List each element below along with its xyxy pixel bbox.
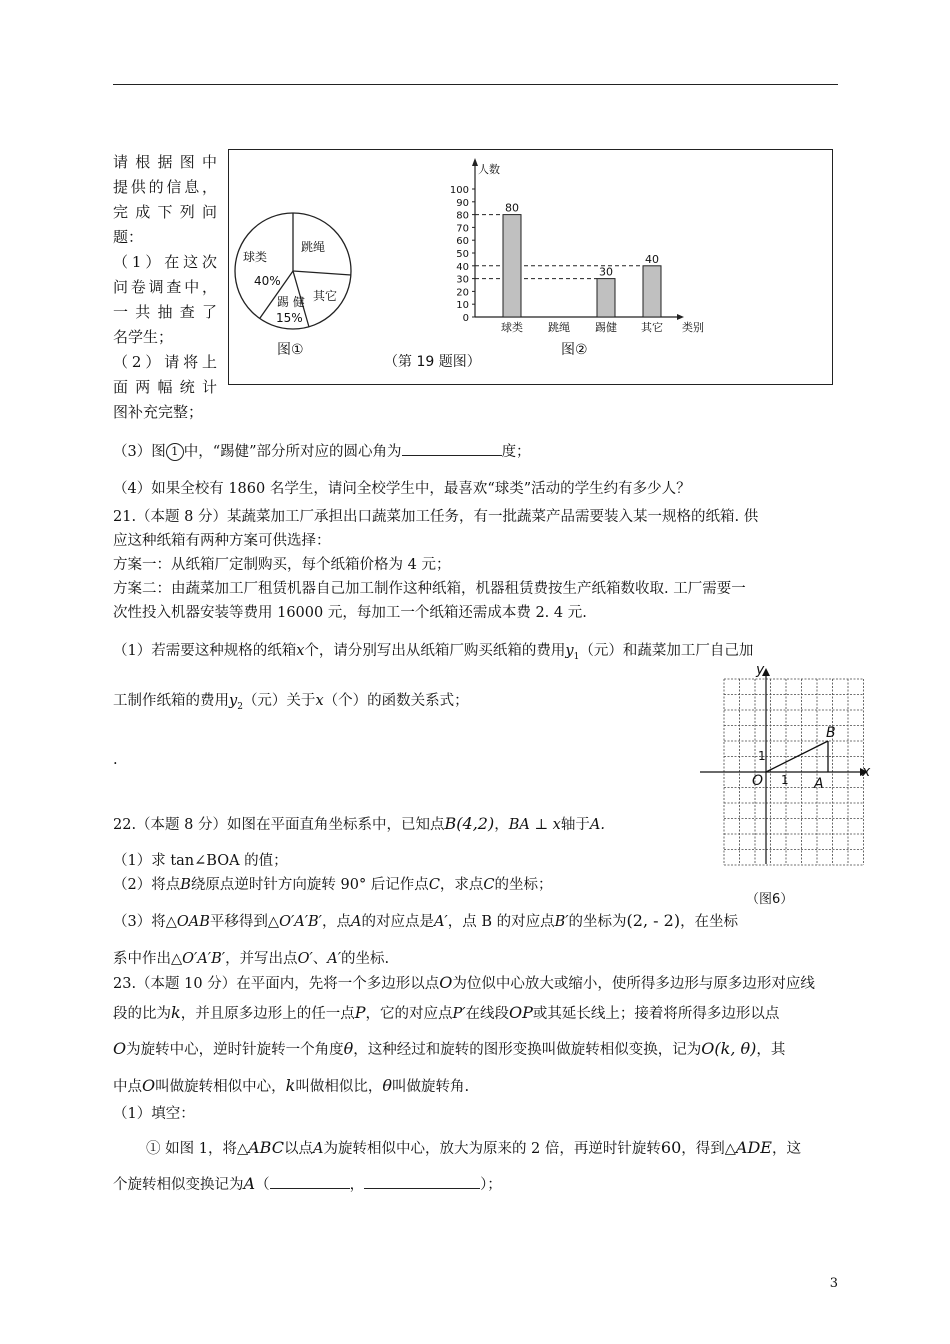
q20-line: 题： [113, 228, 144, 246]
coordinate-grid-figure [700, 662, 880, 912]
q21-line: 次性投入机器安装等费用 16000 元，每加工一个纸箱还需成本费 2. 4 元. [113, 605, 587, 621]
q20-line: 问卷调查中， [113, 278, 217, 296]
answer-blank[interactable] [402, 441, 502, 456]
bar-category-label: 球类 [501, 321, 523, 334]
q21-dot: . [113, 752, 118, 768]
q20-part3: （3）图 1 中，“踢健”部分所对应的圆心角为 度； [113, 440, 531, 461]
pie-label-rope: 跳绳 [301, 240, 326, 254]
bar-y-tick-label: 30 [456, 274, 469, 286]
point-a-label: A [814, 776, 824, 792]
q22-part2: （2）将点B绕原点逆时针方向旋转 90° 后记作点C，求点C的坐标； [113, 877, 553, 893]
q22-part3-cont: 系中作出△O′A′B′，并写出点O′、A′的坐标. [113, 951, 390, 967]
bar-y-tick-label: 50 [456, 249, 469, 260]
pie-label-other: 其它 [313, 289, 338, 303]
bar-y-tick-label: 90 [456, 197, 469, 209]
q20-line: 一共抽查了 [113, 303, 217, 321]
q20-part4: （4）如果全校有 1860 名学生，请问全校学生中，最喜欢“球类”活动的学生约有多少人？ [113, 481, 691, 497]
pie-percent-ball: 40% [254, 274, 281, 288]
q21-line: 21.（本题 8 分）某蔬菜加工厂承担出口蔬菜加工任务，有一批蔬菜产品需要装入某一规格的纸箱. 供 [113, 509, 759, 525]
pie-caption: 图① [277, 342, 304, 358]
bar-其它 [643, 266, 661, 317]
x-axis-label: x [862, 764, 871, 780]
point-b-label: B [826, 725, 836, 741]
q21-line: 应这种纸箱有两种方案可供选择： [113, 533, 331, 549]
bar-value-label: 80 [505, 201, 519, 215]
bar-踢健 [597, 279, 615, 317]
figure-svg [229, 150, 832, 384]
circled-number: 1 [166, 443, 184, 461]
header-rule [113, 84, 838, 85]
bar-chart [450, 158, 704, 358]
q20-line: （1）在这次 [113, 253, 217, 271]
bar-y-tick-label: 40 [456, 261, 469, 273]
q21-line: 方案一：从纸箱厂定制购买，每个纸箱价格为 4 元； [113, 557, 451, 573]
bar-category-label: 其它 [641, 321, 663, 334]
q20-line: 图补充完整； [113, 403, 204, 421]
q21-line: 方案二：由蔬菜加工厂租赁机器自己加工制作这种纸箱，机器租赁费按生产纸箱数收取. 工厂需要一 [113, 581, 746, 597]
bar-y-tick-label: 20 [456, 287, 469, 299]
grid-caption: （图6） [746, 892, 794, 907]
q22-part3: （3）将△OAB平移得到△O′A′B′，点A的对应点是A′，点 B 的对应点B′的坐标为(2, - 2)，在坐标 [113, 911, 739, 930]
figure-caption: （第 19 题图） [384, 354, 481, 370]
q20-line: 面两幅统计 [113, 378, 217, 396]
bar-球类 [503, 215, 521, 317]
bar-category-label: 踢健 [595, 321, 617, 334]
answer-blank[interactable] [270, 1174, 350, 1189]
q20-line: （2）请将上 [113, 353, 217, 371]
q20-left-column [113, 150, 217, 425]
answer-blank[interactable] [364, 1174, 480, 1189]
q20-line: 提供的信息， [113, 178, 217, 196]
q22-line1: 22.（本题 8 分）如图在平面直角坐标系中，已知点B(4,2)，BA ⊥ x轴于A. [113, 814, 605, 833]
q21-part1: （1）若需要这种规格的纸箱x个，请分别写出从纸箱厂购买纸箱的费用$y_1$（元）和蔬菜加工厂自己加 [113, 643, 754, 662]
y-axis-label: y [756, 662, 765, 678]
q22-part1: （1）求 tan∠BOA 的值； [113, 853, 288, 869]
page-number: 3 [829, 1276, 838, 1291]
bar-y-tick-label: 100 [449, 185, 469, 196]
bar-y-tick-label: 80 [456, 210, 469, 222]
bar-y-tick-label: 70 [456, 223, 469, 235]
bar-x-axis-arrow [677, 314, 684, 320]
bar-value-label: 40 [645, 252, 659, 266]
unit-x-label: 1 [781, 773, 789, 787]
origin-label: O [752, 773, 764, 789]
bar-category-label: 跳绳 [548, 321, 570, 334]
q20-line: 名学生； [113, 328, 174, 346]
pie-label-kick: 踢 健 [277, 295, 305, 309]
q23-line2: 段的比为k，并且原多边形上的任一点P，它的对应点P′在线段OP或其延长线上；接着将所得多边形以点 [113, 1003, 780, 1022]
bar-y-tick-label: 10 [456, 300, 469, 312]
q23-line1: 23.（本题 10 分）在平面内，先将一个多边形以点O为位似中心放大或缩小，使所得多边形与原多边形对应线 [113, 973, 815, 992]
q23-line4: 中点O叫做旋转相似中心，k叫做相似比，θ叫做旋转角. [113, 1076, 470, 1095]
q23-line6: ① 如图 1，将△ABC以点A为旋转相似中心，放大为原来的 2 倍，再逆时针旋转60，得到△ADE，这 [146, 1138, 801, 1157]
unit-y-label: 1 [758, 749, 766, 763]
bar-y-label: 人数 [478, 163, 500, 176]
q23-line5: （1）填空： [113, 1106, 195, 1122]
bar-x-label: 类别 [682, 321, 704, 334]
pie-chart [235, 213, 351, 358]
bar-y-tick-label: 0 [462, 313, 469, 324]
pie-label-ball: 球类 [243, 250, 268, 264]
bar-y-tick-label: 60 [456, 236, 469, 248]
q23-line7: 个旋转相似变换记为A（ ， ）； [113, 1174, 502, 1193]
pie-percent-kick: 15% [276, 311, 303, 325]
q21-part1-cont: 工制作纸箱的费用$y_2$（元）关于x（个）的函数关系式； [113, 693, 469, 712]
bar-value-label: 30 [599, 265, 613, 279]
figure-box [228, 149, 833, 385]
bar-caption: 图② [561, 342, 588, 358]
q23-line3: O为旋转中心，逆时针旋转一个角度θ，这种经过和旋转的图形变换叫做旋转相似变换，记为O(k, θ)，其 [113, 1039, 786, 1058]
q20-line: 完成下列问 [113, 203, 217, 221]
q20-line: 请根据图中 [113, 153, 217, 171]
